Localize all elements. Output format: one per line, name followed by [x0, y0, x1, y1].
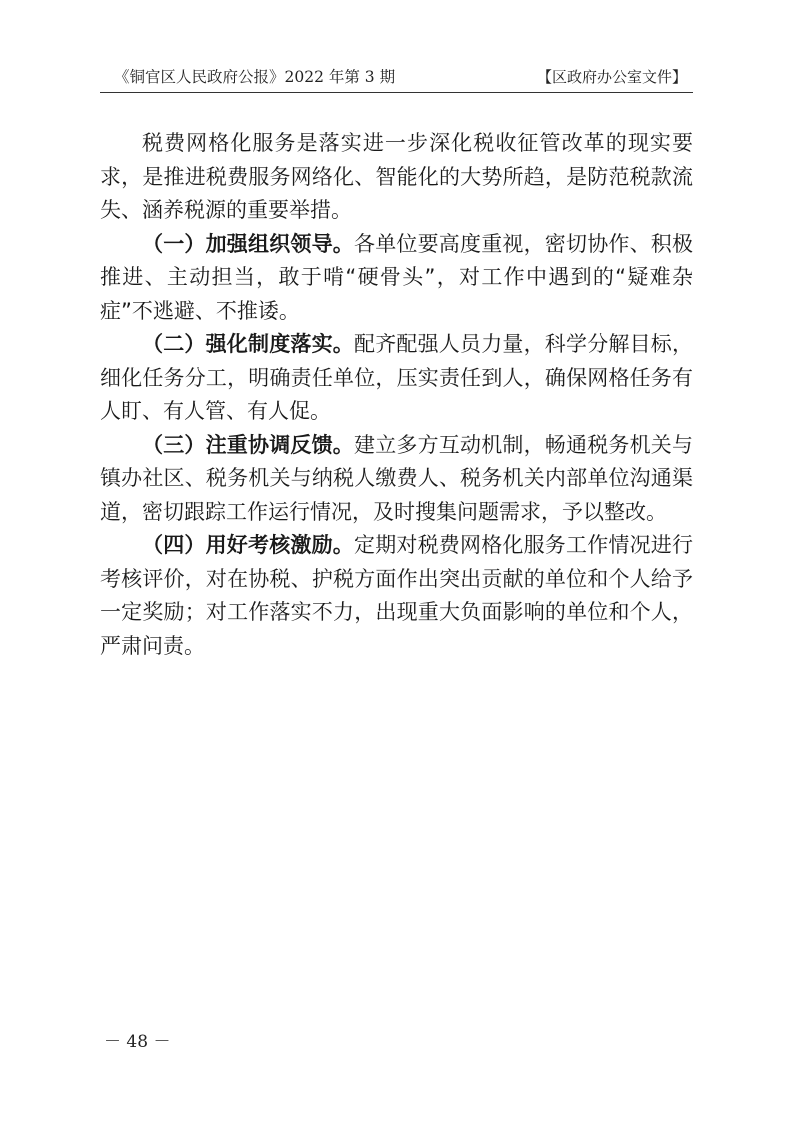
- publication-title: 《铜官区人民政府公报》2022 年第 3 期: [114, 68, 396, 86]
- paragraph-text: 定期对税费网格化服务工作情况进行考核评价，对在协税、护税方面作出突出贡献的单位和个人给予一定奖励；对工作落实不力，出现重大负面影响的单位和个人，严肃问责。: [100, 533, 693, 658]
- header-divider: [100, 92, 693, 93]
- paragraph-intro: [100, 127, 693, 228]
- paragraph-coordination: [100, 429, 693, 530]
- paragraph-lead: （三）注重协调反馈。: [142, 432, 354, 457]
- page-number: － 48 －: [104, 1032, 171, 1052]
- paragraph-lead: （四）用好考核激励。: [142, 533, 354, 557]
- paragraph-lead: （二）强化制度落实。: [142, 332, 354, 356]
- paragraph-implementation: [100, 328, 693, 429]
- paragraph-lead: （一）加强组织领导。: [142, 231, 354, 256]
- paragraph-organization: [100, 228, 693, 329]
- paragraph-text: 建立多方互动机制，畅通税务机关与镇办社区、税务机关与纳税人缴费人、税务机关内部单位沟通渠道，密切跟踪工作运行情况，及时搜集问题需求，予以整改。: [100, 432, 693, 524]
- paragraph-text: 税费网格化服务是落实进一步深化税收征管改革的现实要求，是推进税费服务网络化、智能化的大势所趋，是防范税款流失、涵养税源的重要举措。: [100, 131, 693, 222]
- paragraph-text: 配齐配强人员力量，科学分解目标，细化任务分工，明确责任单位，压实责任到人，确保网格任务有人盯、有人管、有人促。: [100, 332, 693, 423]
- page-header: [100, 66, 693, 88]
- paragraph-assessment: [100, 529, 693, 663]
- section-label: 【区政府办公室文件】: [536, 68, 687, 86]
- paragraph-text: 各单位要高度重视，密切协作、积极推进、主动担当，敢于啃“硬骨头”，对工作中遇到的“疑难杂症”不逃避、不推诿。: [100, 231, 693, 323]
- document-body: [100, 127, 693, 663]
